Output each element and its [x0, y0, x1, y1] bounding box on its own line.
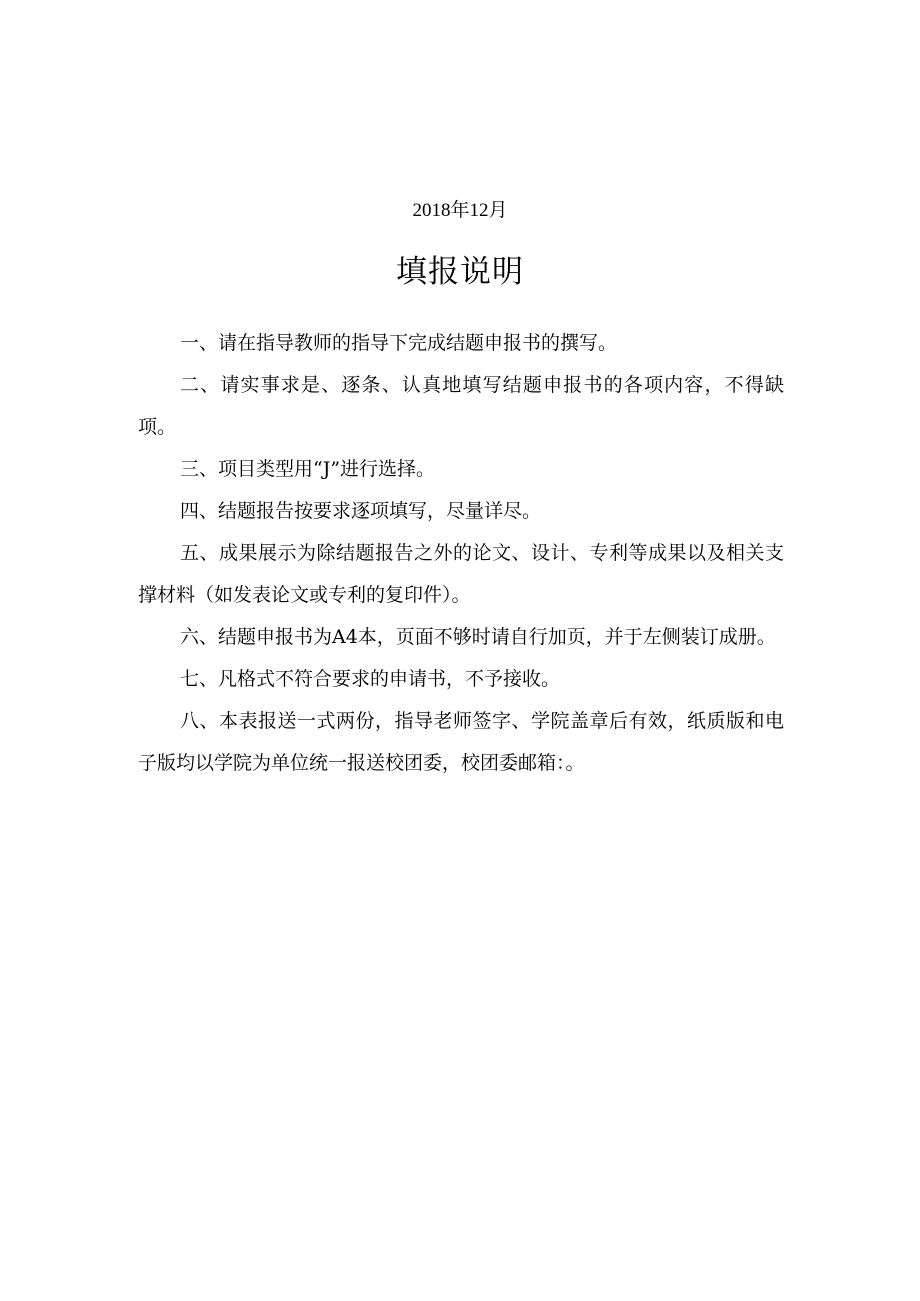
document-date: 2018年12月 [412, 200, 508, 221]
instruction-item-1: 一、请在指导教师的指导下完成结题申报书的撰写。 [180, 332, 618, 354]
instructions-list [138, 322, 784, 784]
instruction-item-4: 四、结题报告按要求逐项填写，尽量详尽。 [180, 500, 542, 522]
instruction-item-7: 七、凡格式不符合要求的申请书，不予接收。 [180, 668, 561, 690]
instruction-item-2: 二、请实事求是、逐条、认真地填写结题申报书的各项内容，不得缺项。 [138, 374, 784, 438]
instruction-item-8: 八、本表报送一式两份，指导老师签字、学院盖章后有效，纸质版和电子版均以学院为单位统一报送校团委，校团委邮箱：。 [138, 710, 784, 774]
instruction-item-6: 六、结题申报书为A4本，页面不够时请自行加页，并于左侧装订成册。 [180, 626, 776, 648]
page-title: 填报说明 [396, 254, 524, 290]
instruction-item-5: 五、成果展示为除结题报告之外的论文、设计、专利等成果以及相关支撑材料（如发表论文或专利的复印件）。 [138, 542, 784, 606]
instruction-item-3: 三、项目类型用“J”进行选择。 [180, 458, 436, 480]
